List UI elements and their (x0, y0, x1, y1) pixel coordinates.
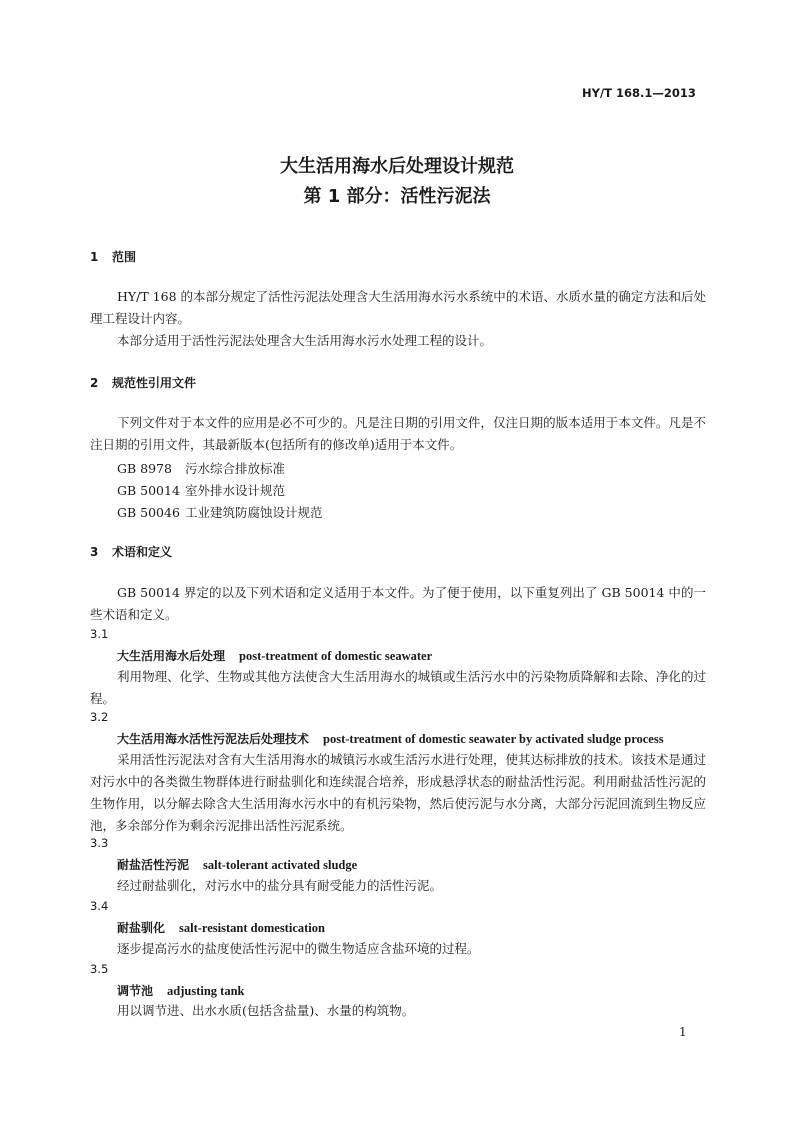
term-chinese: 大生活用海水活性污泥法后处理技术 (117, 732, 310, 746)
section-number: 3 (90, 545, 99, 559)
reference-code: GB 50014 (117, 483, 180, 498)
term-chinese: 大生活用海水后处理 (117, 649, 226, 663)
term-number: 3.2 (90, 710, 109, 724)
term-chinese: 耐盐驯化 (117, 921, 166, 935)
term-english: salt-tolerant activated sludge (203, 858, 358, 872)
scope-paragraph-2: 本部分适用于活性污泥法处理含大生活用海水污水处理工程的设计。 (117, 333, 493, 348)
section-heading-terms (90, 543, 172, 560)
section-title: 范围 (112, 250, 137, 264)
term-definition: 采用活性污泥法对含有大生活用海水的城镇污水或生活污水进行处理，使其达标排放的技术。该技术是通过对污水中的各类微生物群体进行耐盐驯化和连续混合培养，形成悬浮状态的耐盐活性污泥。利用耐盐活性污泥的生物作用，以分解去除含大生活用海水污水中的有机污染物，然后使污泥与水分离，大部分污泥回流到生物反应池，多余部分作为剩余污泥排出活性污泥系统。 (90, 752, 706, 833)
reference-code: GB 50046 (117, 505, 180, 520)
reference-code: GB 8978 (117, 461, 172, 476)
reference-item (117, 503, 323, 521)
section-title: 规范性引用文件 (112, 376, 197, 390)
standard-code-header: HY/T 168.1—2013 (582, 86, 696, 100)
term-english: post-treatment of domestic seawater by activated sludge process (323, 732, 664, 746)
scope-paragraph-1: HY/T 168 的本部分规定了活性污泥法处理含大生活用海水污水系统中的术语、水质水量的确定方法和后处理工程设计内容。 (90, 289, 706, 326)
term-entry (117, 982, 244, 999)
term-definition: 经过耐盐驯化，对污水中的盐分具有耐受能力的活性污泥。 (117, 878, 443, 893)
term-english: salt-resistant domestication (179, 921, 325, 935)
term-entry (117, 856, 357, 873)
term-number: 3.5 (90, 962, 109, 976)
term-number: 3.4 (90, 899, 109, 913)
reference-title: 室外排水设计规范 (185, 483, 286, 498)
term-entry (117, 919, 325, 936)
term-english: adjusting tank (167, 984, 245, 998)
term-definition: 利用物理、化学、生物或其他方法使含大生活用海水的城镇或生活污水中的污染物质降解和去除、净化的过程。 (90, 669, 706, 706)
document-subtitle: 第 1 部分：活性污泥法 (303, 186, 491, 207)
references-intro: 下列文件对于本文件的应用是必不可少的。凡是注日期的引用文件，仅注日期的版本适用于本文件。凡是不注日期的引用文件，其最新版本(包括所有的修改单)适用于本文件。 (90, 415, 706, 452)
term-chinese: 耐盐活性污泥 (117, 858, 190, 872)
section-heading-scope (90, 248, 136, 265)
term-definition: 逐步提高污水的盐度使活性污泥中的微生物适应含盐环境的过程。 (117, 941, 480, 956)
term-number: 3.1 (90, 627, 109, 641)
reference-item (117, 459, 285, 477)
term-chinese: 调节池 (117, 984, 154, 998)
section-heading-references (90, 374, 196, 391)
reference-item (117, 481, 285, 499)
section-number: 1 (90, 250, 99, 264)
reference-title: 污水综合排放标准 (185, 461, 286, 476)
section-title: 术语和定义 (112, 545, 173, 559)
document-title: 大生活用海水后处理设计规范 (280, 156, 514, 177)
reference-title: 工业建筑防腐蚀设计规范 (185, 505, 323, 520)
term-english: post-treatment of domestic seawater (239, 649, 433, 663)
term-entry (117, 647, 432, 664)
term-number: 3.3 (90, 836, 109, 850)
page-number: 1 (679, 1025, 687, 1039)
term-entry (117, 730, 664, 747)
section-number: 2 (90, 376, 99, 390)
term-definition: 用以调节进、出水水质(包括含盐量)、水量的构筑物。 (117, 1003, 415, 1018)
terms-intro: GB 50014 界定的以及下列术语和定义适用于本文件。为了便于使用，以下重复列出了 GB 50014 中的一些术语和定义。 (90, 585, 706, 622)
